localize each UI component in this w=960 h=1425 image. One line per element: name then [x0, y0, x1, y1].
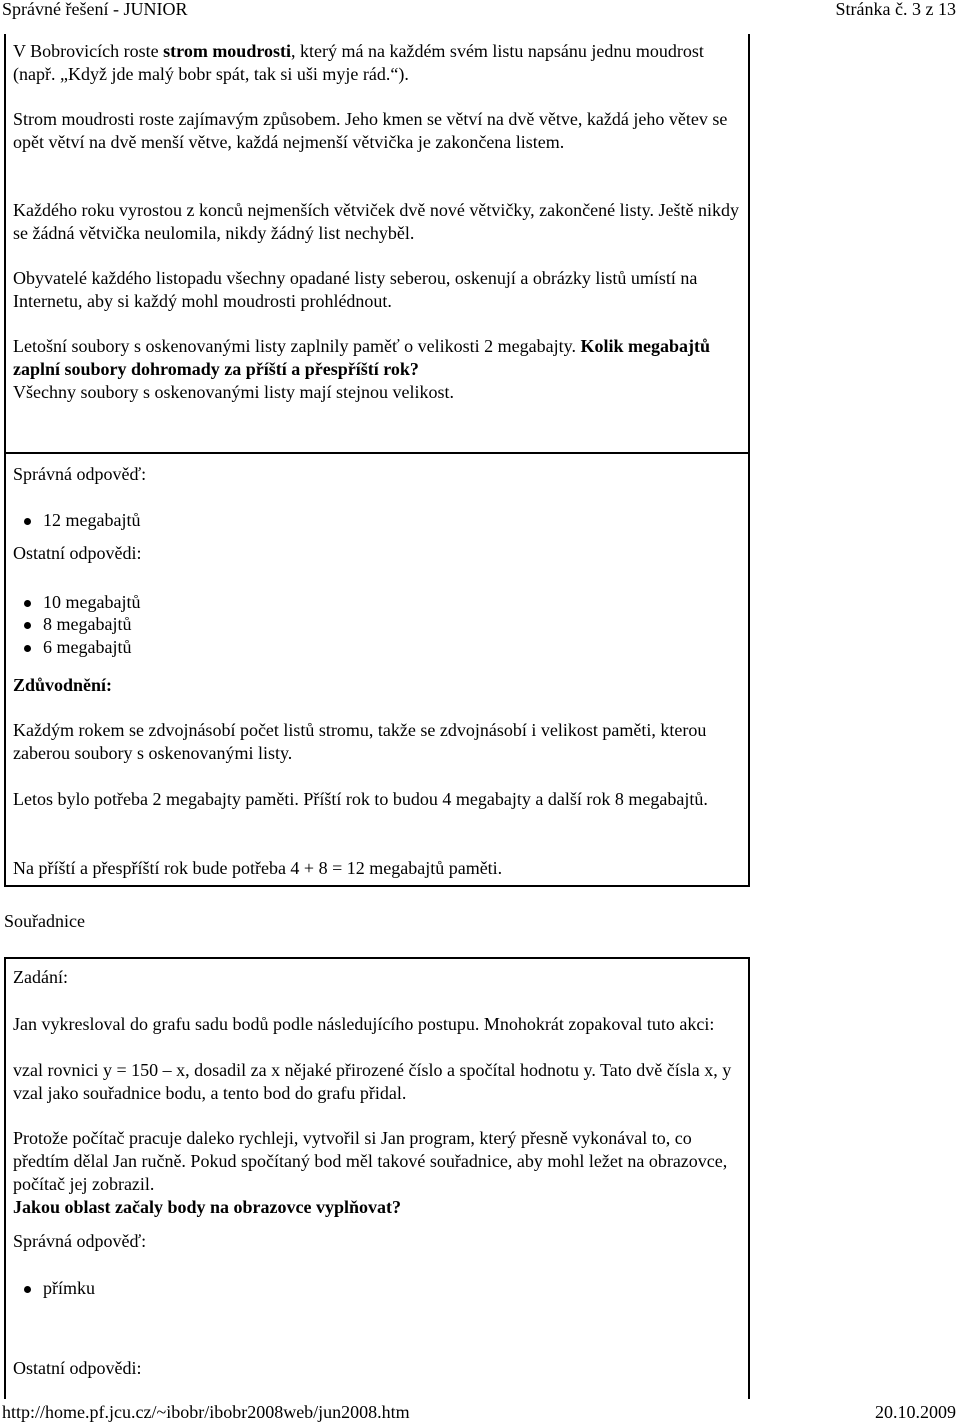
task-paragraph-4: Obyvatelé každého listopadu všechny opadané listy seberou, oskenují a obrázky listů umístí na Internetu, aby si každý mohl moudrosti prohlédnout. — [13, 268, 698, 311]
task-paragraph-2: Strom moudrosti roste zajímavým způsobem. Jeho kmen se větví na dvě větve, každá jeho větev se opět větví na dvě menší větve, každá nejmenší větvička je zakončena listem. — [13, 109, 728, 152]
list-item: 10 megabajtů — [43, 591, 140, 614]
correct-answer-label: Správná odpověď: — [13, 464, 147, 484]
assignment-paragraph-1: Jan vykresloval do grafu sadu bodů podle následujícího postupu. Mnohokrát zopakoval tuto akci: — [13, 1014, 715, 1034]
list-item: 12 megabajtů — [43, 509, 140, 532]
bullet-icon — [24, 622, 31, 629]
bullet-icon — [24, 600, 31, 607]
header-title: Správné řešení - JUNIOR — [2, 0, 188, 19]
page-header — [2, 0, 956, 22]
bold-term: strom moudrosti — [163, 41, 291, 61]
assignment-paragraph-3: Protože počítač pracuje daleko rychleji, vytvořil si Jan program, který přesně vykonával to, co předtím dělal Jan ručně. Pokud spočítaný bod měl takové souřadnice, aby mohl ležet na obrazovce, počítač jej zobrazil. — [13, 1128, 728, 1194]
page-number: Stránka č. 3 z 13 — [835, 0, 956, 19]
task-question: Letošní soubory s oskenovanými listy zaplnily paměť o velikosti 2 megabajty. Kolik megabajtů zaplní soubory dohromady za příští a přespříští rok? Všechny soubory s oskenovanými listy mají stejnou velikost. — [13, 336, 710, 402]
reasoning-paragraph-1: Každým rokem se zdvojnásobí počet listů stromu, takže se zdvojnásobí i velikost paměti, kterou zaberou soubory s oskenovanými listy. — [13, 720, 707, 763]
correct-answer-label: Správná odpověď: — [13, 1231, 147, 1251]
task-strom-moudrosti — [4, 34, 750, 887]
section-title: Souřadnice — [4, 911, 85, 931]
question-bold: Kolik megabajtů zaplní soubory dohromady za příští a přespříští rok? — [13, 336, 710, 379]
bullet-icon — [24, 645, 31, 652]
task-souradnice — [4, 957, 750, 1399]
reasoning-paragraph-2: Letos bylo potřeba 2 megabajty paměti. Příští rok to budou 4 megabajty a další rok 8 megabajtů. — [13, 789, 708, 809]
other-answers-label: Ostatní odpovědi: — [13, 1358, 142, 1378]
list-item: přímku — [43, 1277, 95, 1300]
reasoning-paragraph-3: Na příští a přespříští rok bude potřeba 4 + 8 = 12 megabajtů paměti. — [13, 858, 503, 878]
page-footer — [2, 1401, 956, 1425]
other-answers-label: Ostatní odpovědi: — [13, 543, 142, 563]
task-paragraph-1: V Bobrovicích roste strom moudrosti, který má na každém svém listu napsánu jednu moudrost (např. „Když jde malý bobr spát, tak si uši myje rád.“). — [13, 41, 704, 84]
assignment-question: Jakou oblast začaly body na obrazovce vyplňovat? — [13, 1197, 402, 1217]
bullet-icon — [24, 1286, 31, 1293]
assignment-label: Zadání: — [13, 967, 68, 987]
list-item: 6 megabajtů — [43, 636, 131, 659]
divider — [6, 452, 748, 454]
reasoning-label: Zdůvodnění: — [13, 675, 113, 695]
assignment-paragraph-2: vzal rovnici y = 150 – x, dosadil za x nějaké přirozené číslo a spočítal hodnotu y. Tato dvě čísla x, y vzal jako souřadnice bodu, a tento bod do grafu přidal. — [13, 1060, 732, 1103]
footer-date: 20.10.2009 — [875, 1402, 956, 1422]
list-item: 8 megabajtů — [43, 613, 131, 636]
task-paragraph-3: Každého roku vyrostou z konců nejmenších větviček dvě nové větvičky, zakončené listy. Ještě nikdy se žádná větvička neulomila, nikdy žádný list nechyběl. — [13, 200, 739, 243]
bullet-icon — [24, 518, 31, 525]
footer-url: http://home.pf.jcu.cz/~ibobr/ibobr2008web/jun2008.htm — [2, 1402, 410, 1422]
